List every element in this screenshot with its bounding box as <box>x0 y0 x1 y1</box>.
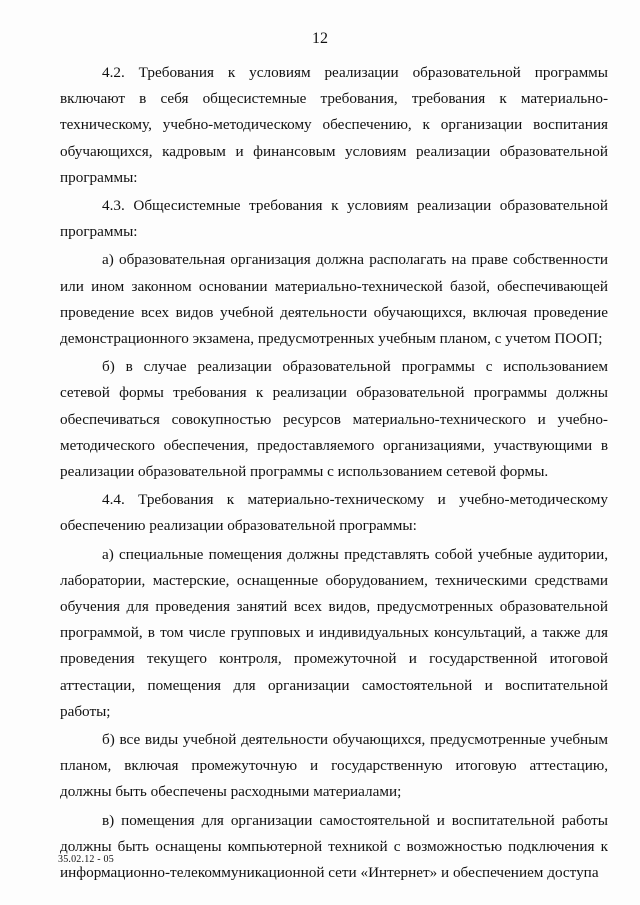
paragraph-4-3-b: б) в случае реализации образовательной программы с использованием сетевой формы требования к реализации образовательной программы должны обеспечиваться совокупностью ресурсов материально-технического и учебно-методического обеспечения, предоставляемого организациями, участвующими в реализации образовательной программы с использованием сетевой формы. <box>60 358 608 481</box>
paragraph-4-4-a: а) специальные помещения должны представлять собой учебные аудитории, лаборатории, мастерские, оснащенные оборудованием, техническими средствами обучения для проведения занятий всех видов, предусмотренных образовательной программой, в том числе групповых и индивидуальных консультаций, а также для проведения текущего контроля, промежуточной и государственной итоговой аттестации, помещения для организации самостоятельной и воспитательной работы; <box>60 545 608 720</box>
paragraph-4-3: 4.3. Общесистемные требования к условиям реализации образовательной программы: <box>60 197 608 241</box>
document-body <box>60 60 608 886</box>
document-code: 35.02.12 - 05 <box>58 854 114 865</box>
paragraph-4-4-v: в) помещения для организации самостоятельной и воспитательной работы должны быть оснащены компьютерной техникой с возможностью подключения к информационно-телекоммуникационной сети «Интернет» и обеспечением доступа <box>60 811 608 882</box>
paragraph-4-2: 4.2. Требования к условиям реализации образовательной программы включают в себя общесистемные требования, требования к материально-техническому, учебно-методическому обеспечению, к организации воспитания обучающихся, кадровым и финансовым условиям реализации образовательной программы: <box>60 64 608 186</box>
page-number: 12 <box>312 30 328 47</box>
paragraph-4-4: 4.4. Требования к материально-техническому и учебно-методическому обеспечению реализации образовательной программы: <box>60 491 608 535</box>
paragraph-4-4-b: б) все виды учебной деятельности обучающихся, предусмотренные учебным планом, включая промежуточную и государственную итоговую аттестацию, должны быть обеспечены расходными материалами; <box>60 731 608 801</box>
paragraph-4-3-a: а) образовательная организация должна располагать на праве собственности или ином законном основании материально-технической базой, обеспечивающей проведение всех видов учебной деятельности обучающихся, включая проведение демонстрационного экзамена, предусмотренных учебным планом, с учетом ПООП; <box>60 251 608 348</box>
